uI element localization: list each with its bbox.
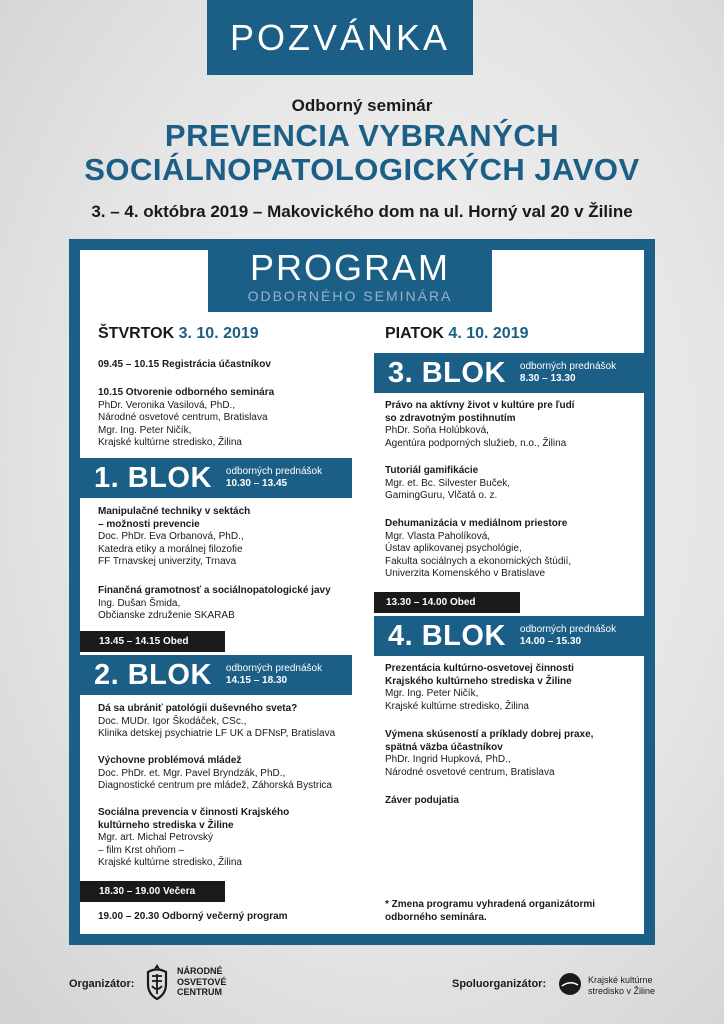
talk-title: so zdravotným postihnutím [385,412,516,424]
talk-title: Sociálna prevencia v činnosti Krajského [98,807,290,818]
talk-affiliation: Ústav aplikovanej psychológie, [385,543,522,555]
talk-speaker: Mgr. et. Bc. Silvester Buček, [385,477,511,489]
blok-2-banner [80,655,352,695]
event-title-line-1: PREVENCIA VYBRANÝCH [164,118,560,153]
dinner-text: 18.30 – 19.00 Večera [99,886,196,897]
evening-item [98,911,288,924]
invitation-label: POZVÁNKA [229,16,451,58]
coorganizer-label: Spoluorganizátor: [452,978,547,990]
blok-3-label: 3. BLOK [388,356,506,389]
organizer-name-line: OSVETOVÉ [177,976,227,987]
talk-item [98,703,335,741]
blok-2-label: 2. BLOK [94,658,212,691]
event-type: Odborný seminár [291,96,433,115]
talk-title: – možnosti prevencie [98,518,200,530]
talk-item [385,518,571,581]
talk-affiliation: Národné osvetové centrum, Bratislava [385,766,555,778]
opening-line: PhDr. Veronika Vasilová, PhD., [98,399,236,411]
blok-3-time: 8.30 – 13.30 [519,373,576,384]
talk-title: Manipulačné techniky v sektách [98,506,251,517]
coorganizer-name [588,975,655,997]
talk-affiliation: Krajské kultúrne stredisko, Žilina [385,700,529,712]
talk-affiliation: Univerzita Komenského v Bratislave [385,568,546,580]
blok-1-desc: odborných prednášok [225,466,323,477]
program-heading [208,240,492,312]
opening-title: 10.15 Otvorenie odborného seminára [98,387,275,398]
talk-speaker: Doc. PhDr. et. Mgr. Pavel Bryndzák, PhD., [98,767,286,779]
blok-4-time: 14.00 – 15.30 [519,636,582,647]
thursday-date: 3. 10. 2019 [178,325,259,342]
blok-2-info [226,663,322,687]
talk-speaker: Ing. Dušan Šmida, [98,597,181,609]
blok-4-banner [374,616,644,656]
thursday-heading [98,325,259,343]
talk-speaker: Doc. MUDr. Igor Škodáček, CSc., [98,715,247,727]
talk-item [98,506,250,569]
talk-title: Výmena skúseností a príklady dobrej praxe, [385,729,594,740]
talk-item [385,465,510,503]
talk-affiliation: Fakulta sociálnych a ekonomických štúdií, [385,555,572,567]
talk-title: Dehumanizácia v mediálnom priestore [385,518,568,529]
talk-affiliation: GamingGuru, Vlčatá o. z. [385,490,498,502]
blok-3-desc: odborných prednášok [519,361,617,372]
talk-item [385,663,574,713]
coorganizer-name-line: Krajské kultúrne [588,975,653,985]
blok-2-desc: odborných prednášok [225,663,323,674]
blok-4-desc: odborných prednášok [519,624,617,635]
opening-line: Národné osvetové centrum, Bratislava [98,412,268,424]
talk-speaker: PhDr. Ingrid Hupková, PhD., [385,754,511,766]
blok-1-label: 1. BLOK [94,461,212,494]
program-title: PROGRAM [249,247,450,288]
talk-affiliation: Občianske združenie SKARAB [98,610,235,622]
talk-film: – film Krst ohňom – [98,844,185,856]
talk-affiliation: Klinika detskej psychiatrie LF UK a DFNsP, Bratislava [98,728,336,740]
evening-text: 19.00 – 20.30 Odborný večerný program [98,911,288,922]
talk-item [385,400,574,450]
friday-heading [385,325,529,343]
opening-item [98,387,274,450]
program-note [385,899,595,924]
talk-item [98,807,289,870]
thursday-lunch-bar [80,631,225,652]
closing-text: Záver podujatia [385,795,459,806]
blok-1-info [226,466,322,490]
blok-3-banner [374,353,644,393]
closing-item [385,795,459,808]
talk-item [385,729,593,779]
event-date-location: 3. – 4. októbra 2019 – Makovického dom na ul. Horný val 20 v Žiline [91,202,633,221]
event-title-line-2: SOCIÁLNOPATOLOGICKÝCH JAVOV [84,152,640,187]
talk-title: Finančná gramotnosť a sociálnopatologické javy [98,585,331,596]
blok-3-info [520,361,616,385]
talk-affiliation: Agentúra podporných služieb, n.o., Žilina [385,437,567,449]
narodne-osvetove-centrum-logo [142,962,172,1002]
blok-2-time: 14.15 – 18.30 [225,675,288,686]
registration-text: 09.45 – 10.15 Registrácia účastníkov [98,359,271,370]
organizer-name-line: NÁRODNÉ [177,966,223,976]
talk-title: kultúrneho strediska v Žiline [98,819,234,831]
talk-title: Právo na aktívny život v kultúre pre ľudí [385,400,575,411]
talk-speaker: Mgr. art. Michal Petrovský [98,832,214,844]
talk-speaker: PhDr. Soňa Holúbková, [385,425,489,437]
thursday-day: ŠTVRTOK [98,325,175,342]
talk-title: Dá sa ubrániť patológii duševného sveta? [98,703,298,714]
note-line: odborného seminára. [385,911,487,923]
blok-4-label: 4. BLOK [388,619,506,652]
talk-affiliation: Diagnostické centrum pre mládež, Záhorská Bystrica [98,780,332,792]
dinner-bar [80,881,225,902]
organizer-label: Organizátor: [69,978,135,990]
opening-line: Krajské kultúrne stredisko, Žilina [98,437,242,449]
talk-affiliation: FF Trnavskej univerzity, Trnava [98,556,237,568]
talk-speaker: Mgr. Vlasta Paholíková, [385,530,491,542]
talk-title: Prezentácia kultúrno-osvetovej činnosti [385,663,574,674]
talk-item [98,755,332,793]
blok-1-time: 10.30 – 13.45 [225,478,288,489]
organizer-name-line: CENTRUM [177,987,222,997]
talk-speaker: Mgr. Ing. Peter Ničík, [385,688,479,700]
friday-lunch-bar [374,592,520,613]
talk-title: Výchovne problémová mládež [98,755,242,766]
krajske-kulturne-stredisko-logo [558,972,582,996]
note-line: * Zmena programu vyhradená organizátormi [385,899,596,910]
program-subtitle: ODBORNÉHO SEMINÁRA [247,288,453,304]
talk-title: Tutoriál gamifikácie [385,465,479,476]
friday-date: 4. 10. 2019 [448,325,529,342]
opening-line: Mgr. Ing. Peter Ničík, [98,424,192,436]
friday-lunch-text: 13.30 – 14.00 Obed [386,597,476,608]
organizer-name [177,966,226,998]
friday-day: PIATOK [385,325,444,342]
invitation-banner [207,0,473,75]
blok-1-banner [80,458,352,498]
talk-affiliation: Krajské kultúrne stredisko, Žilina [98,857,242,869]
talk-item [98,585,331,623]
thursday-lunch-text: 13.45 – 14.15 Obed [99,636,189,647]
talk-speaker: Doc. PhDr. Eva Orbanová, PhD., [98,531,244,543]
talk-affiliation: Katedra etiky a morálnej filozofie [98,543,243,555]
coorganizer-name-line: stredisko v Žiline [588,986,656,996]
blok-4-info [520,624,616,648]
talk-title: spätná väzba účastníkov [385,741,503,753]
registration-item [98,359,271,372]
talk-title: Krajského kultúrneho strediska v Žiline [385,675,572,687]
